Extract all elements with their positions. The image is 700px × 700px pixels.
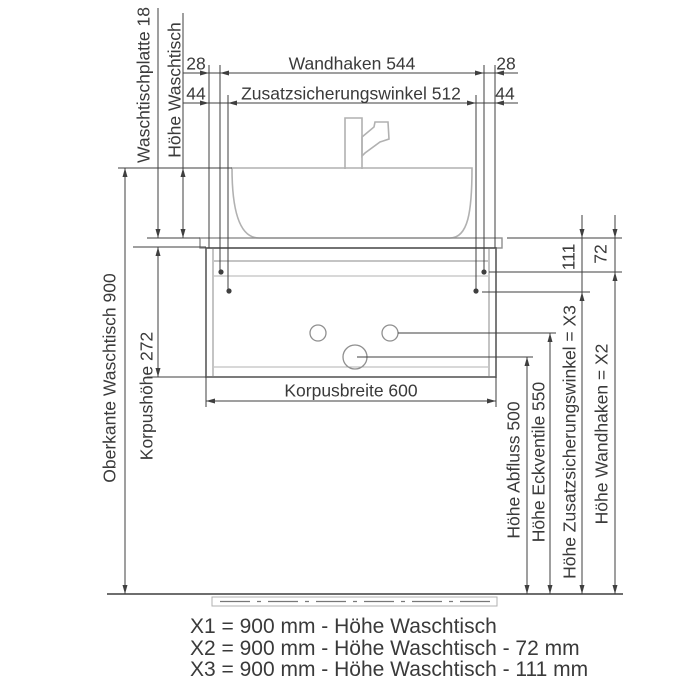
dim-hook-offset-right: 28	[496, 53, 516, 74]
legend-line-x3: X3 = 900 mm - Höhe Waschtisch - 111 mm	[190, 658, 589, 681]
legend-line-x1: X1 = 900 mm - Höhe Waschtisch	[190, 615, 497, 638]
mounting-points	[218, 269, 486, 293]
dim-hook-offset-left: 28	[186, 53, 206, 74]
dim-bracket-drop: 111	[558, 243, 579, 271]
label-countertop-top-height: Oberkante Waschtisch 900	[99, 273, 120, 483]
label-valve-height: Höhe Eckventile 550	[528, 381, 549, 543]
faucet-icon	[345, 118, 389, 169]
basin-outline	[232, 168, 472, 238]
dim-bracket-span: Zusatzsicherungswinkel 512	[241, 83, 461, 104]
label-bracket-height: Höhe Zusatzsicherungswinkel = X3	[559, 305, 580, 579]
cabinet-body	[206, 248, 496, 377]
dim-bracket-offset-left: 44	[186, 83, 206, 104]
label-cabinet-height: Korpushöhe 272	[136, 331, 157, 461]
label-drain-height: Höhe Abfluss 500	[503, 401, 524, 539]
legend-line-x2: X2 = 900 mm - Höhe Waschtisch - 72 mm	[190, 636, 580, 660]
dim-bracket-offset-right: 44	[495, 83, 515, 104]
countertop-slab	[200, 238, 502, 248]
label-hook-height: Höhe Wandhaken = X2	[591, 343, 612, 525]
dim-cabinet-width: Korpusbreite 600	[284, 380, 418, 401]
valve-hole-right	[382, 325, 398, 341]
label-basin-height: Höhe Waschtisch	[164, 22, 185, 158]
legend-block	[190, 616, 588, 681]
label-countertop-thickness: Waschtischplatte 18	[133, 7, 154, 163]
floor-line	[107, 594, 623, 606]
valve-hole-left	[310, 325, 326, 341]
dim-hook-drop: 72	[590, 244, 611, 264]
dim-hook-span: Wandhaken 544	[288, 53, 416, 74]
